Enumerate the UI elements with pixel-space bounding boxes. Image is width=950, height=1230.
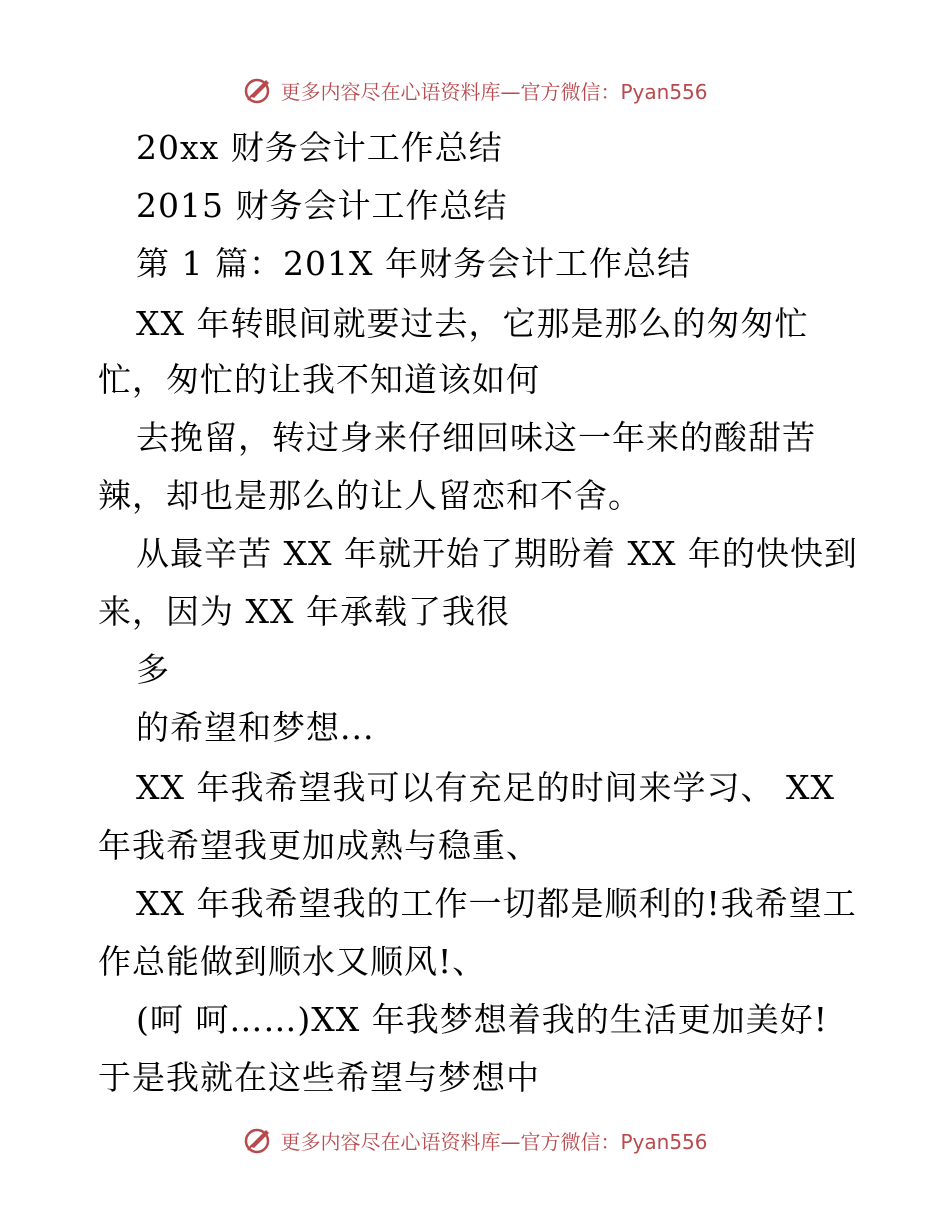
watermark-wechat-id: Pyan556 xyxy=(620,79,708,104)
paragraph-line: XX 年转眼间就要过去，它那是那么的匆匆忙 xyxy=(136,304,809,343)
paragraph-line: 多 xyxy=(136,650,170,689)
watermark-text xyxy=(280,1126,707,1155)
quill-circle-logo-icon xyxy=(242,74,274,106)
paragraph-line: 辣，却也是那么的让人留恋和不舍。 xyxy=(98,476,642,515)
paragraph-line: 的希望和梦想... xyxy=(136,708,375,747)
paragraph-line: 年我希望我更加成熟与稳重、 xyxy=(98,826,540,865)
doc-subtitle-line: 2015 财务会计工作总结 xyxy=(136,186,508,225)
paragraph-line: XX 年我希望我可以有充足的时间来学习、 XX xyxy=(136,768,835,807)
paragraph-line: 作总能做到顺水又顺风!、 xyxy=(98,942,487,981)
paragraph-line: 忙，匆忙的让我不知道该如何 xyxy=(98,360,540,399)
paragraph-line: 去挽留，转过身来仔细回味这一年来的酸甜苦 xyxy=(136,418,816,457)
paragraph-line: 来，因为 XX 年承载了我很 xyxy=(98,592,510,631)
watermark-text xyxy=(280,76,707,105)
paragraph-line: 于是我就在这些希望与梦想中 xyxy=(98,1058,540,1097)
watermark-label: 更多内容尽在心语资料库—官方微信： xyxy=(280,79,621,104)
paragraph-line: XX 年我希望我的工作一切都是顺利的!我希望工 xyxy=(136,884,857,923)
doc-chapter-heading: 第 1 篇：201X 年财务会计工作总结 xyxy=(136,244,691,283)
paragraph-line: (呵 呵……)XX 年我梦想着我的生活更加美好! xyxy=(136,1000,828,1039)
watermark-label: 更多内容尽在心语资料库—官方微信： xyxy=(280,1129,621,1154)
watermark-wechat-id: Pyan556 xyxy=(620,1129,708,1154)
footer-watermark xyxy=(0,1120,950,1160)
header-watermark xyxy=(0,70,950,110)
paragraph-line: 从最辛苦 XX 年就开始了期盼着 XX 年的快快到 xyxy=(136,534,858,573)
quill-circle-logo-icon xyxy=(242,1124,274,1156)
doc-title-line: 20xx 财务会计工作总结 xyxy=(136,128,503,167)
